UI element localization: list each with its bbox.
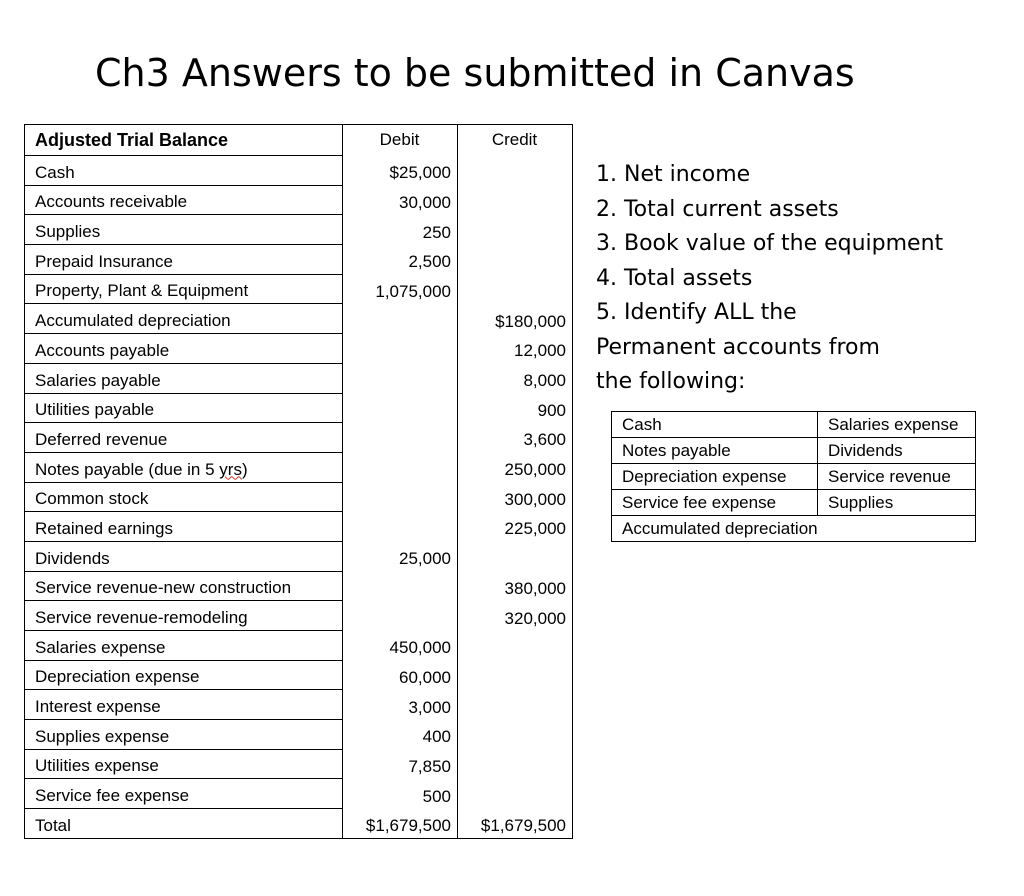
account-name: Dividends (25, 541, 343, 571)
credit-value (458, 245, 573, 275)
account-name: Accounts payable (25, 334, 343, 364)
accounts-row (612, 464, 976, 490)
debit-value (343, 601, 458, 631)
debit-value (343, 423, 458, 453)
table-heading: Adjusted Trial Balance (25, 125, 343, 156)
credit-value (458, 185, 573, 215)
question-line: 4. Total assets (596, 265, 753, 291)
table-row (25, 363, 573, 393)
debit-value: 60,000 (343, 660, 458, 690)
credit-value (458, 541, 573, 571)
account-name: Property, Plant & Equipment (25, 274, 343, 304)
account-name: Service revenue-new construction (25, 571, 343, 601)
account-name: Supplies expense (25, 720, 343, 750)
table-row (25, 512, 573, 542)
credit-value (458, 215, 573, 245)
debit-value: 3,000 (343, 690, 458, 720)
credit-value: 225,000 (458, 512, 573, 542)
table-header-row (25, 125, 573, 156)
account-name: Cash (25, 156, 343, 186)
debit-value: 500 (343, 779, 458, 809)
table-row (25, 809, 573, 839)
credit-value: 380,000 (458, 571, 573, 601)
page-title: Ch3 Answers to be submitted in Canvas (95, 51, 855, 95)
accounts-row (612, 438, 976, 464)
question-line: 5. Identify ALL the (596, 300, 797, 325)
table-row (25, 571, 573, 601)
account-name: Utilities expense (25, 749, 343, 779)
debit-value (343, 452, 458, 482)
debit-value: 450,000 (343, 631, 458, 661)
table-row (25, 334, 573, 364)
credit-value: 3,600 (458, 423, 573, 453)
credit-value: $1,679,500 (458, 809, 573, 839)
credit-value: 900 (458, 393, 573, 423)
debit-value (343, 482, 458, 512)
question-line: 1. Net income (596, 162, 751, 187)
table-row (25, 482, 573, 512)
account-name: Supplies (25, 215, 343, 245)
credit-value: 8,000 (458, 363, 573, 393)
debit-value (343, 393, 458, 423)
account-name: Interest expense (25, 690, 343, 720)
account-cell: Service fee expense (612, 490, 818, 516)
account-name: Salaries expense (25, 631, 343, 661)
question-line: Permanent accounts from (596, 334, 880, 360)
accounts-row (612, 516, 976, 542)
account-cell: Depreciation expense (612, 464, 818, 490)
credit-value (458, 749, 573, 779)
credit-value (458, 660, 573, 690)
table-row (25, 601, 573, 631)
credit-value (458, 690, 573, 720)
table-row (25, 185, 573, 215)
table-row (25, 749, 573, 779)
question-line: 3. Book value of the equipment (596, 231, 944, 256)
account-cell: Supplies (818, 490, 976, 516)
debit-value: 250 (343, 215, 458, 245)
table-row (25, 304, 573, 334)
credit-value (458, 720, 573, 750)
credit-value: 250,000 (458, 452, 573, 482)
credit-value (458, 779, 573, 809)
credit-header: Credit (458, 125, 573, 156)
account-name: Utilities payable (25, 393, 343, 423)
credit-value: 320,000 (458, 601, 573, 631)
accounts-row (612, 412, 976, 438)
table-row (25, 660, 573, 690)
account-name: Deferred revenue (25, 423, 343, 453)
accounts-list-table (611, 411, 976, 542)
debit-value: 25,000 (343, 541, 458, 571)
table-row (25, 779, 573, 809)
account-name: Common stock (25, 482, 343, 512)
account-cell: Cash (612, 412, 818, 438)
questions-list (596, 158, 943, 400)
account-name: Total (25, 809, 343, 839)
table-row (25, 274, 573, 304)
table-row (25, 720, 573, 750)
account-name: Notes payable (due in 5 yrs) (25, 452, 343, 482)
account-name: Depreciation expense (25, 660, 343, 690)
credit-value: 12,000 (458, 334, 573, 364)
table-row (25, 156, 573, 186)
account-name: Prepaid Insurance (25, 245, 343, 275)
debit-value: 2,500 (343, 245, 458, 275)
account-name: Accounts receivable (25, 185, 343, 215)
debit-value (343, 304, 458, 334)
table-row (25, 245, 573, 275)
account-cell: Dividends (818, 438, 976, 464)
debit-value: $25,000 (343, 156, 458, 186)
table-row (25, 393, 573, 423)
debit-value: $1,679,500 (343, 809, 458, 839)
table-row (25, 631, 573, 661)
credit-value: $180,000 (458, 304, 573, 334)
question-line: 2. Total current assets (596, 196, 839, 222)
table-row (25, 215, 573, 245)
credit-value (458, 274, 573, 304)
debit-value (343, 334, 458, 364)
account-name: Service revenue-remodeling (25, 601, 343, 631)
table-row (25, 452, 573, 482)
account-name: Accumulated depreciation (25, 304, 343, 334)
account-cell: Service revenue (818, 464, 976, 490)
question-line: the following: (596, 369, 746, 394)
table-row (25, 423, 573, 453)
account-cell: Accumulated depreciation (612, 516, 976, 542)
credit-value (458, 156, 573, 186)
account-cell: Notes payable (612, 438, 818, 464)
debit-value (343, 571, 458, 601)
debit-value: 7,850 (343, 749, 458, 779)
credit-value: 300,000 (458, 482, 573, 512)
debit-value: 30,000 (343, 185, 458, 215)
account-name: Retained earnings (25, 512, 343, 542)
debit-value: 1,075,000 (343, 274, 458, 304)
debit-value (343, 512, 458, 542)
table-row (25, 541, 573, 571)
accounts-row (612, 490, 976, 516)
debit-value (343, 363, 458, 393)
account-cell: Salaries expense (818, 412, 976, 438)
debit-header: Debit (343, 125, 458, 156)
account-name: Service fee expense (25, 779, 343, 809)
account-name: Salaries payable (25, 363, 343, 393)
debit-value: 400 (343, 720, 458, 750)
adjusted-trial-balance-table (24, 124, 573, 839)
table-row (25, 690, 573, 720)
credit-value (458, 631, 573, 661)
